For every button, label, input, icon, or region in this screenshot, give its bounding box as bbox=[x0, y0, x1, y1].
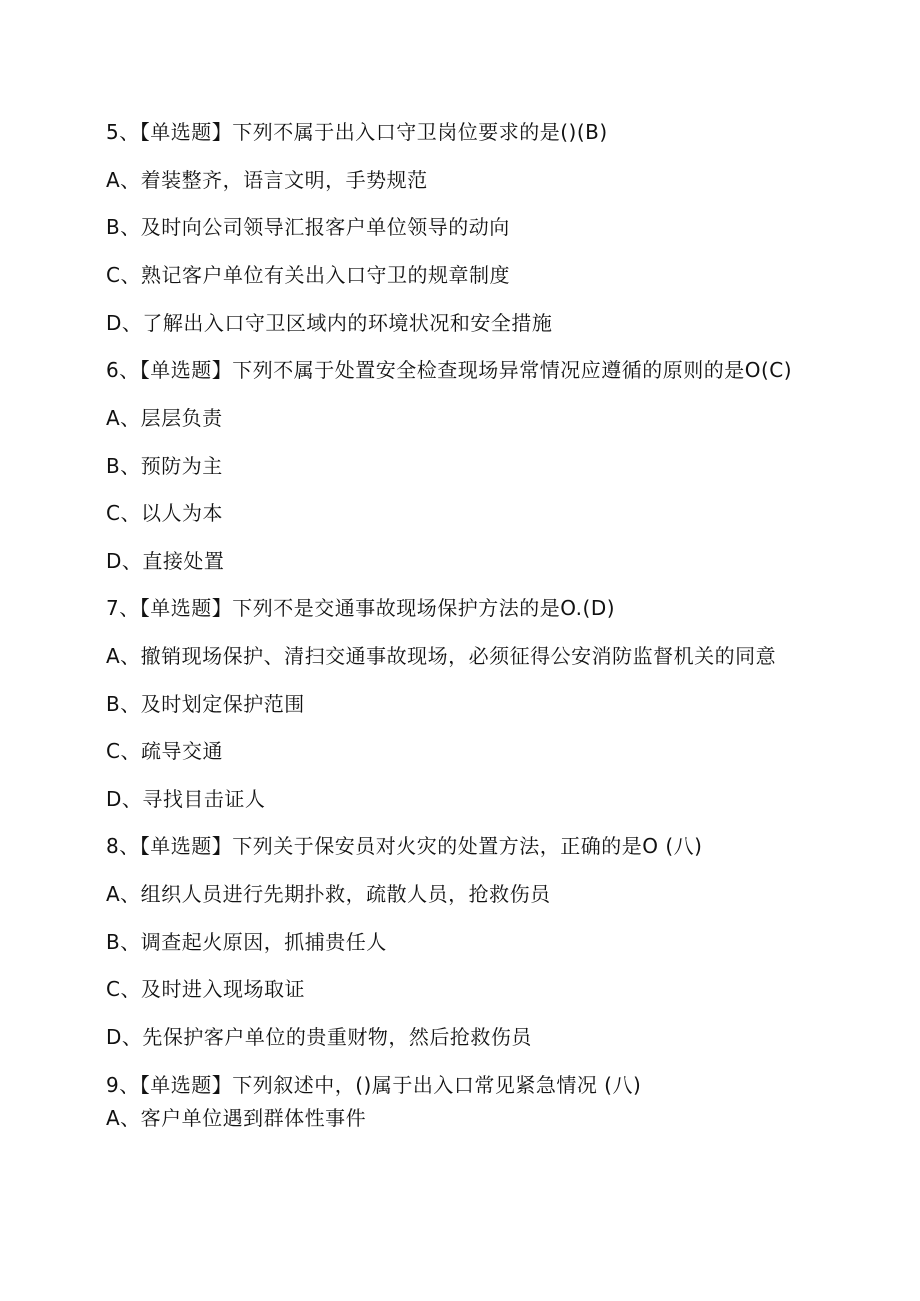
question-7-stem: 7、【单选题】下列不是交通事故现场保护方法的是O.(D) bbox=[106, 596, 616, 620]
question-7-option-d: D、寻找目击证人 bbox=[106, 787, 266, 811]
question-6-option-d: D、直接处置 bbox=[106, 549, 225, 573]
question-6-stem: 6、【单选题】下列不属于处置安全检查现场异常情况应遵循的原则的是O(C) bbox=[106, 358, 793, 382]
question-8-option-a: A、组织人员进行先期扑救，疏散人员，抢救伤员 bbox=[106, 882, 551, 906]
question-8-stem: 8、【单选题】下列关于保安员对火灾的处置方法，正确的是O (八) bbox=[106, 834, 703, 858]
question-9-option-a: A、客户单位遇到群体性事件 bbox=[106, 1106, 367, 1130]
question-5-option-b: B、及时向公司领导汇报客户单位领导的动向 bbox=[106, 215, 510, 239]
question-7-option-b: B、及时划定保护范围 bbox=[106, 692, 305, 716]
question-8-option-c: C、及时进入现场取证 bbox=[106, 977, 305, 1001]
question-5-option-a: A、着装整齐，语言文明，手势规范 bbox=[106, 168, 428, 192]
question-7-option-c: C、疏导交通 bbox=[106, 739, 223, 763]
question-8-option-d: D、先保护客户单位的贵重财物，然后抢救伤员 bbox=[106, 1025, 532, 1049]
question-8-option-b: B、调查起火原因，抓捕贵任人 bbox=[106, 930, 387, 954]
question-5-option-c: C、熟记客户单位有关出入口守卫的规章制度 bbox=[106, 263, 510, 287]
question-6-option-a: A、层层负责 bbox=[106, 406, 223, 430]
question-6-option-c: C、以人为本 bbox=[106, 501, 223, 525]
question-7-option-a: A、撤销现场保护、清扫交通事故现场，必须征得公安消防监督机关的同意 bbox=[106, 644, 777, 668]
question-5-option-d: D、了解出入口守卫区域内的环境状况和安全措施 bbox=[106, 311, 553, 335]
question-5-stem: 5、【单选题】下列不属于出入口守卫岗位要求的是()(B) bbox=[106, 120, 608, 144]
question-9-stem: 9、【单选题】下列叙述中，()属于出入口常见紧急情况 (八) bbox=[106, 1073, 642, 1097]
question-6-option-b: B、预防为主 bbox=[106, 454, 223, 478]
